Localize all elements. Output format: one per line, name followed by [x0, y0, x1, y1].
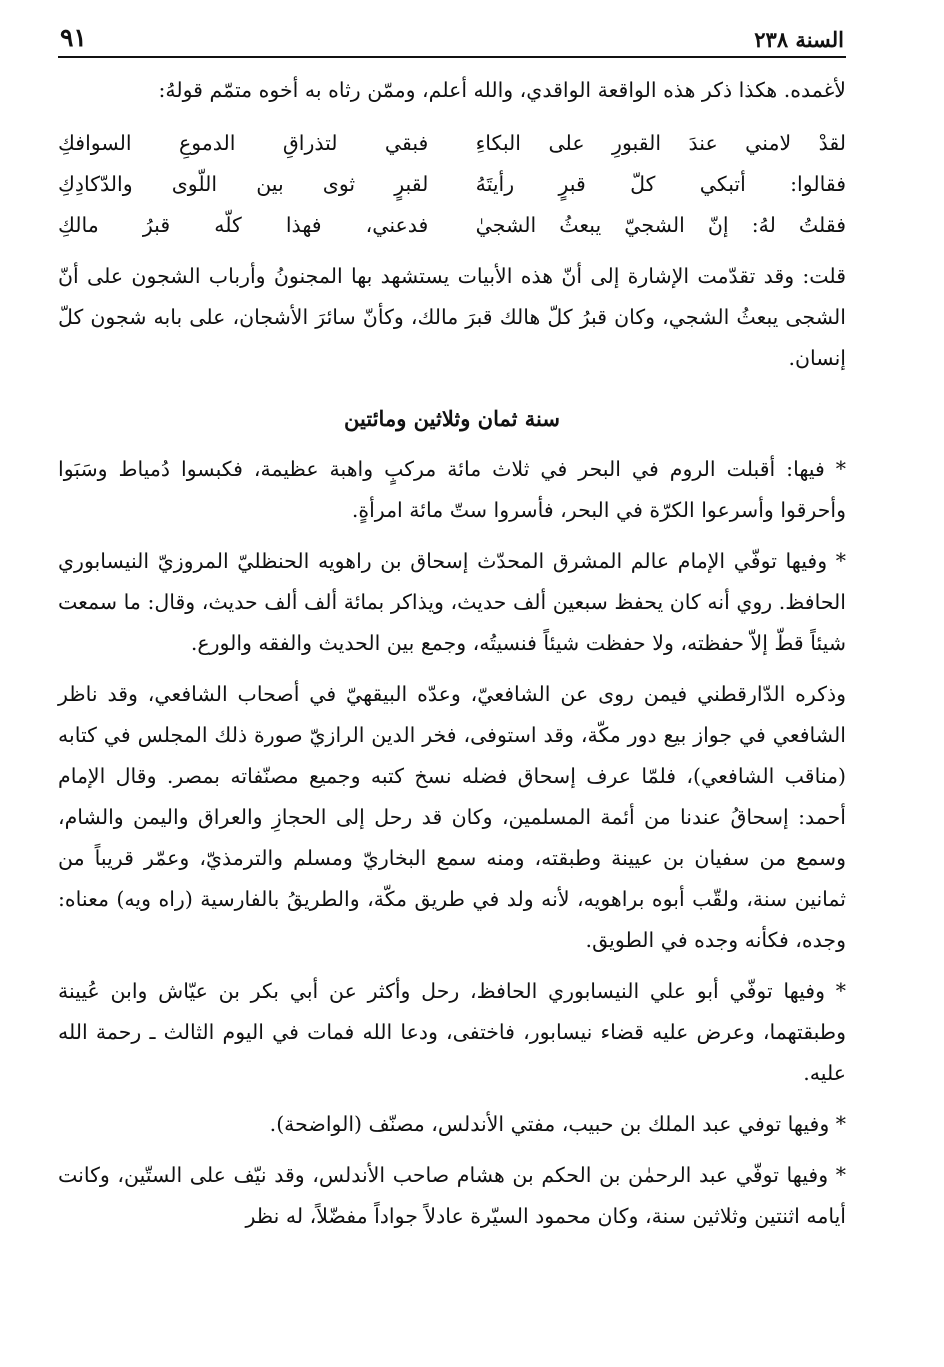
- verse-first-hemistich: فقالوا: أتبكي كلّ قبرٍ رأيتَهُ: [475, 172, 846, 196]
- verse-second-hemistich: فبقي لتذراقِ الدموعِ السوافكِ: [58, 131, 429, 155]
- body-paragraph: * وفيها توفّي الإمام عالم المشرق المحدّث إسحاق بن راهويه الحنظليّ المروزيّ النيسابوري الحافظ. روي أنه كان يحفظ سبعين ألف حديث، ويذاكر بمائة ألف ألف حديث، وقال: ما سمعت شيئاً قطّ إلاّ حفظته، ولا حفظت شيئاً فنسيتُه، وجمع بين الحديث والفقه والورع.: [58, 549, 846, 655]
- verse-first-hemistich: فقلتُ لهُ: إنّ الشجيّ يبعثُ الشجيٰ: [475, 213, 846, 237]
- page-number: ٩١: [60, 23, 87, 52]
- intro-paragraph: لأغمده. هكذا ذكر هذه الواقعة الواقدي، والله أعلم، وممّن رثاه به أخوه متمّم قولهُ:: [158, 78, 846, 102]
- running-title: السنة ٢٣٨: [754, 27, 844, 52]
- body-paragraph: * فيها: أقبلت الروم في البحر في ثلاث مائة مركبٍ واهبة عظيمة، فكبسوا دُمياط وسَبَوا وأحرقوا وأسرعوا الكرّة في البحر، فأسروا ستّ مائة امرأةٍ.: [58, 457, 846, 522]
- poem: [58, 123, 846, 246]
- book-page: [58, 18, 846, 1237]
- section-heading: سنة ثمان وثلاثين ومائتين: [344, 406, 560, 431]
- verse-line: [58, 164, 846, 205]
- verse-line: [58, 123, 846, 164]
- header-rule: [58, 56, 846, 58]
- body-paragraph: * وفيها توفّي عبد الرحمٰن بن الحكم بن هشام صاحب الأندلس، وقد نيّف على الستّين، وكانت أيامه اثنتين وثلاثين سنة، وكان محمود السيّرة عادلاً جواداً مفضّلاً، له نظر: [58, 1163, 846, 1228]
- page-header: [58, 18, 846, 52]
- verse-second-hemistich: لقبرٍ ثوى بين اللّوى والدّكادِكِ: [58, 172, 429, 196]
- verse-first-hemistich: لقدْ لامني عندَ القبورِ على البكاءِ: [475, 131, 846, 155]
- body-paragraph: * وفيها توفّي أبو علي النيسابوري الحافظ، رحل وأكثر عن أبي بكر بن عيّاش وابن عُيينة وطبقتهما، وعرض عليه قضاء نيسابور، فاختفى، ودعا الله فمات في اليوم الثالث ـ رحمة الله عليه.: [58, 979, 846, 1085]
- verse-line: [58, 205, 846, 246]
- body-paragraph: * وفيها توفي عبد الملك بن حبيب، مفتي الأندلس، مصنّف (الواضحة).: [269, 1112, 846, 1136]
- verse-second-hemistich: فدعني، فهذا كلّه قبرُ مالكِ: [58, 213, 429, 237]
- note-paragraph: قلت: وقد تقدّمت الإشارة إلى أنّ هذه الأبيات يستشهد بها المجنونُ وأرباب الشجون على أنّ الشجى يبعثُ الشجي، وكان قبرُ كلّ هالك قبرَ مالك، وكأنّ سائرَ الأشجان، على بابه شجون كلّ إنسان.: [58, 264, 846, 370]
- body-paragraph: وذكره الدّارقطني فيمن روى عن الشافعيّ، وعدّه البيقهيّ في أصحاب الشافعي، وقد ناظر الشافعي في جواز بيع دور مكّة، وقد استوفى، فخر الدين الرازيّ صورة ذلك المجلس في كتابه (مناقب الشافعي)، فلمّا عرف إسحاق فضله نسخ كتبه وجميع مصنّفاته بمصر. وقال الإمام أحمد: إسحاقُ عندنا من أئمة المسلمين، وكان قد رحل إلى الحجازِ والعراق واليمن والشام، وسمع من سفيان بن عيينة وطبقته، ومنه سمع البخاريّ ومسلم والترمذيّ، وعمّر قريباً من ثمانين سنة، ولقّب أبوه براهويه، لأنه ولد في طريق مكّة، والطريقُ بالفارسية (راه ويه) معناه: وجده، فكأنه وجده في الطويق.: [58, 682, 846, 952]
